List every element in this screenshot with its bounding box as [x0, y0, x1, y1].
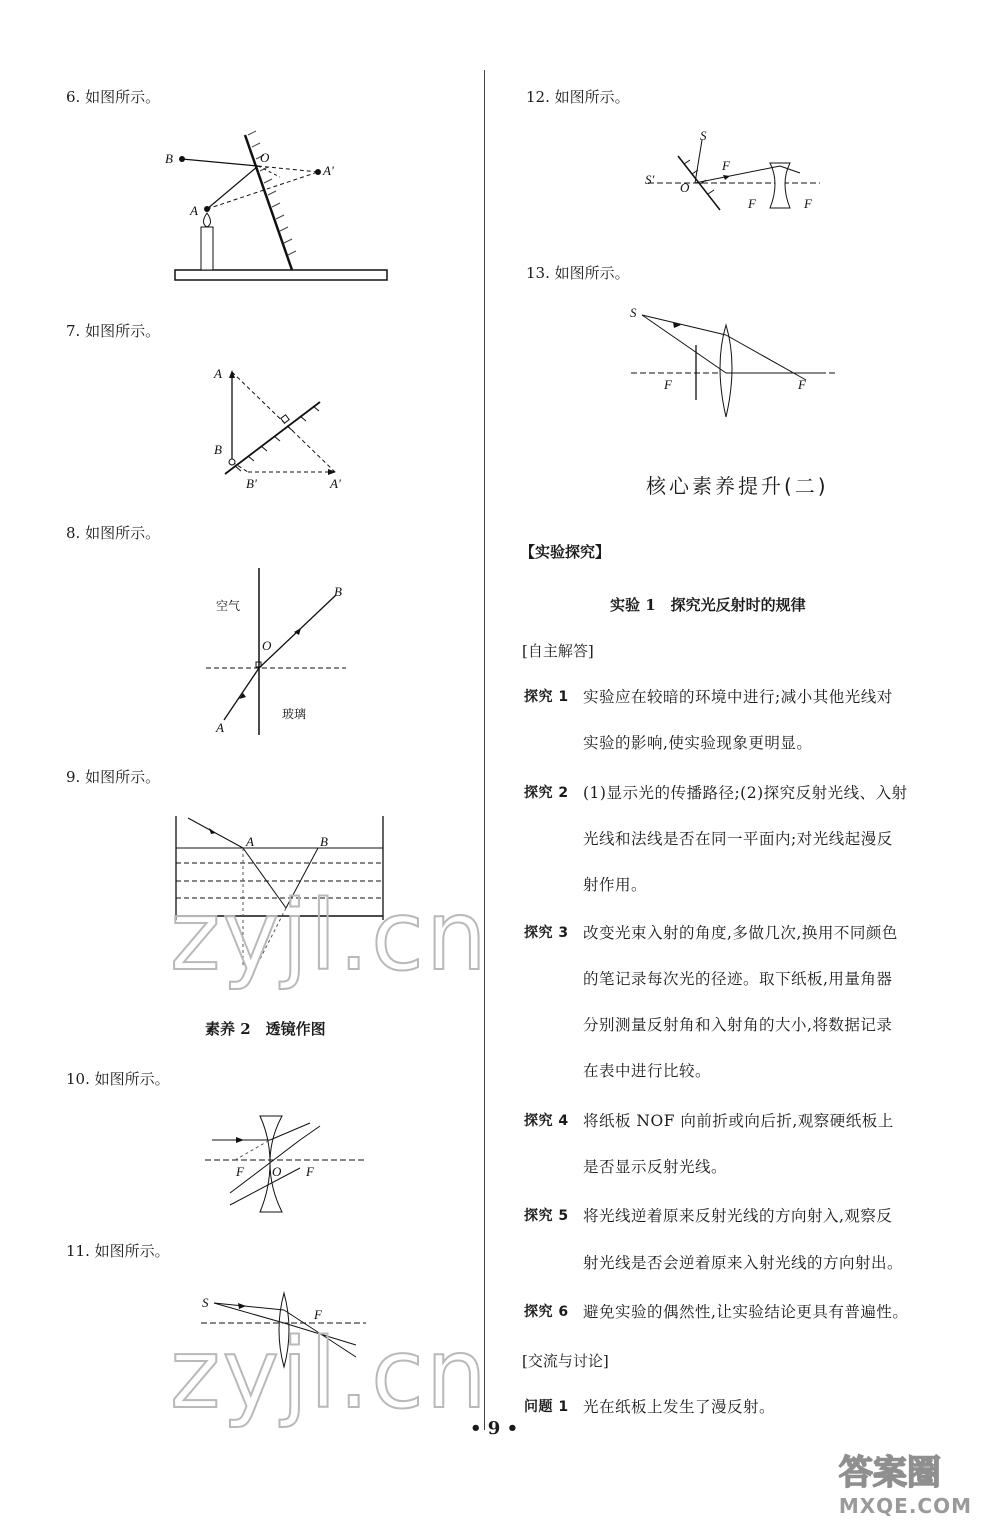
explore-4-tag: 探究 4 [524, 1113, 569, 1129]
experiment-1-title: 实验 1 探究光反射时的规律 [610, 596, 806, 614]
explore-2-line-2: 光线和法线是否在同一平面内;对光线起漫反 [583, 830, 893, 848]
explore-1-tag: 探究 1 [524, 689, 569, 705]
discussion-label: [交流与讨论] [522, 1352, 609, 1370]
question-7-label: 7. 如图所示。 [66, 322, 161, 340]
fig8-label-air: 空气 [216, 599, 241, 613]
figure-8-refraction [196, 560, 366, 740]
explore-3-line-2: 的笔记录每次光的径迹。取下纸板,用量角器 [583, 970, 893, 988]
question-8-label: 8. 如图所示。 [66, 524, 161, 542]
section-title: 核心素养提升(二) [646, 474, 829, 498]
question-6-label: 6. 如图所示。 [66, 88, 161, 106]
figure-13-convex-lens [626, 305, 841, 420]
figure-12-mirror-lens [640, 128, 825, 218]
fig11-label-F: F [314, 1307, 322, 1322]
fig13-label-F-right: F [798, 377, 806, 392]
question-10-label: 10. 如图所示。 [66, 1070, 170, 1088]
fig13-label-F-left: F [664, 377, 672, 392]
fig7-label-B: B [214, 442, 222, 457]
fig11-label-S: S [202, 1295, 209, 1310]
explore-3-tag: 探究 3 [524, 925, 569, 941]
fig10-label-F-right: F [306, 1164, 314, 1179]
fig6-label-A-image: A' [323, 163, 334, 178]
question-9-label: 9. 如图所示。 [66, 768, 161, 786]
figure-7-mirror-image [210, 362, 360, 492]
watermark: zyjl.cn [170, 880, 489, 992]
fig6-label-O: O [260, 150, 270, 165]
explore-2-tag: 探究 2 [524, 785, 569, 801]
explore-4-line-2: 是否显示反射光线。 [583, 1158, 728, 1176]
fig8-label-B: B [334, 584, 342, 599]
explore-1-line-2: 实验的影响,使实验现象更明显。 [583, 734, 813, 752]
explore-2-line-3: 射作用。 [583, 876, 648, 894]
fig9-label-A: A [246, 834, 254, 849]
fig7-label-A-image: A' [330, 476, 341, 491]
fig6-label-B: B [165, 151, 173, 166]
fig8-label-O: O [262, 638, 272, 653]
explore-5-line-1: 将光线逆着原来反射光线的方向射入,观察反 [583, 1207, 893, 1225]
fig12-label-S-image: S' [645, 172, 655, 187]
column-divider [484, 70, 485, 1430]
source-stamp [839, 1445, 972, 1518]
explore-1-line-1: 实验应在较暗的环境中进行;减小其他光线对 [583, 688, 893, 706]
self-answer-label: [自主解答] [522, 642, 594, 660]
explore-5-tag: 探究 5 [524, 1208, 569, 1224]
explore-3-line-4: 在表中进行比较。 [583, 1062, 712, 1080]
question-12-label: 12. 如图所示。 [526, 88, 630, 106]
explore-3-line-3: 分别测量反射角和入射角的大小,将数据记录 [583, 1016, 893, 1034]
fig8-label-A: A [216, 720, 224, 735]
explore-3-line-1: 改变光束入射的角度,多做几次,换用不同颜色 [583, 924, 898, 942]
stamp-logo-text: 答案圈 [838, 1453, 941, 1493]
figure-6-plane-mirror [160, 125, 400, 285]
problem-1-text: 光在纸板上发生了漫反射。 [583, 1398, 776, 1416]
fig12-label-F-2: F [748, 196, 756, 211]
fig12-label-F-1: F [722, 158, 730, 173]
explore-6-line-1: 避免实验的偶然性,让实验结论更具有普遍性。 [583, 1303, 909, 1321]
fig12-label-O: O [680, 180, 690, 195]
fig9-label-B: B [320, 834, 328, 849]
fig12-label-F-3: F [804, 196, 812, 211]
fig12-label-S: S [700, 128, 707, 143]
fig10-label-F-left: F [236, 1164, 244, 1179]
question-11-label: 11. 如图所示。 [66, 1242, 170, 1260]
explore-6-tag: 探究 6 [524, 1304, 569, 1320]
stamp-url: MXQE.COM [838, 1494, 972, 1518]
explore-4-line-1: 将纸板 NOF 向前折或向后折,观察硬纸板上 [583, 1112, 894, 1130]
explore-2-line-1: (1)显示光的传播路径;(2)探究反射光线、入射 [583, 784, 908, 802]
watermark-2: zyjl.cn [170, 1318, 489, 1430]
problem-1-tag: 问题 1 [524, 1399, 569, 1415]
fig13-label-S: S [630, 305, 637, 320]
fig7-label-B-image: B' [246, 476, 257, 491]
fig10-label-O: O [272, 1164, 282, 1179]
page-number: • 9 • [470, 1418, 519, 1439]
section-2-heading: 素养 2 透镜作图 [205, 1020, 326, 1038]
fig6-label-A: A [190, 203, 198, 218]
explore-5-line-2: 射光线是否会逆着原来入射光线的方向射出。 [583, 1254, 904, 1272]
experiment-header: 【实验探究】 [520, 543, 611, 561]
figure-10-concave-lens [200, 1108, 370, 1218]
question-13-label: 13. 如图所示。 [526, 264, 630, 282]
fig8-label-glass: 玻璃 [282, 707, 307, 721]
fig7-label-A: A [214, 366, 222, 381]
